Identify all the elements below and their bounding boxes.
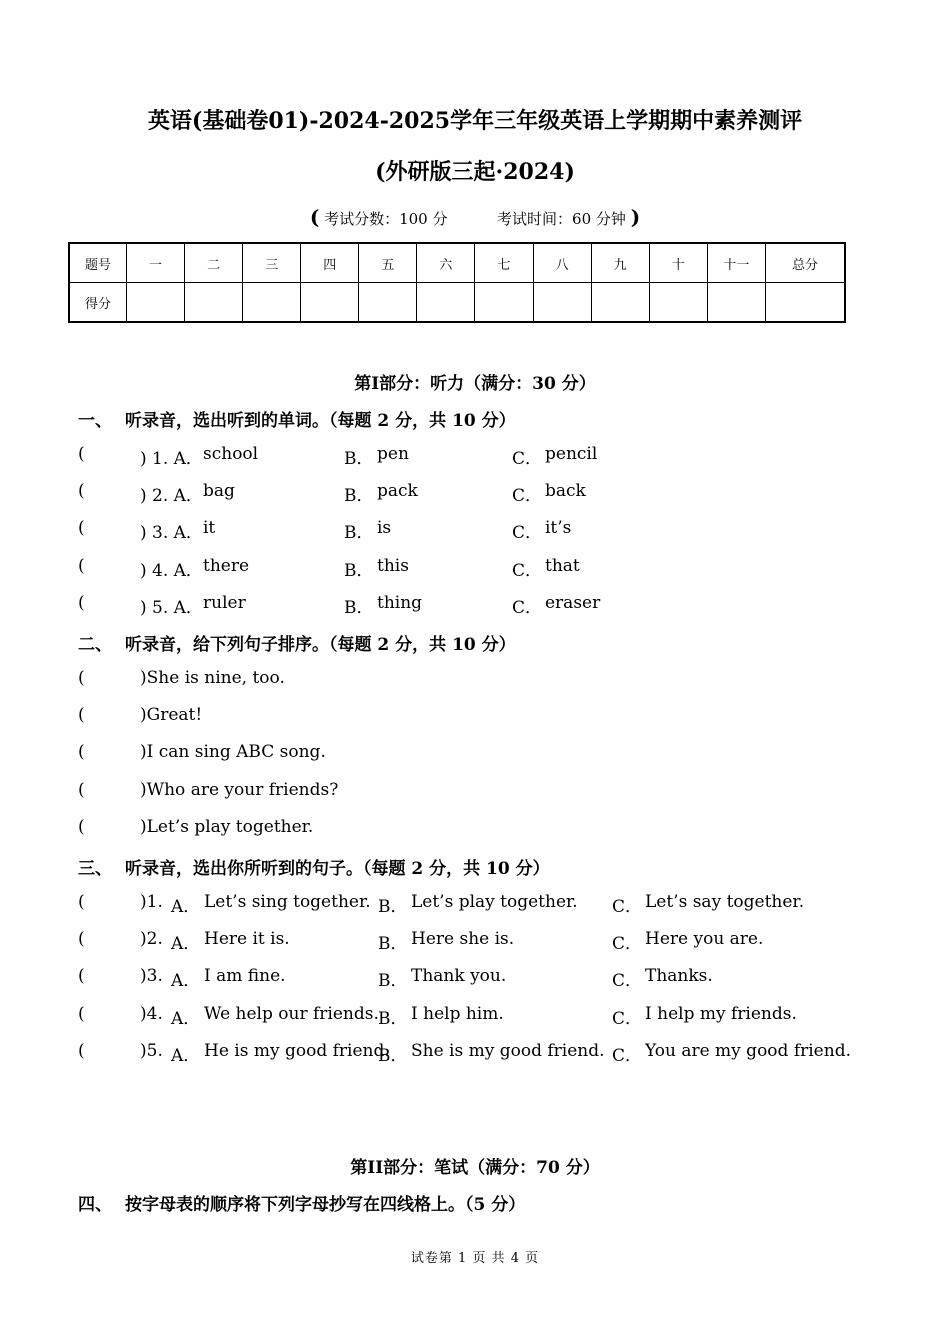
option-c: Here you are. (645, 929, 764, 949)
score-info: 考试分数：100 分 (324, 210, 448, 228)
option-c: Thanks. (645, 966, 713, 986)
answer-paren: ( (78, 929, 85, 949)
meta-close-paren: ) (630, 205, 641, 229)
option-b-label: B． (344, 523, 374, 543)
option-b-label: B． (344, 449, 374, 469)
question-label: ) 3. A． (140, 523, 203, 543)
score-header-cell: 八 (533, 243, 591, 283)
score-header-cell: 十一 (707, 243, 765, 283)
option-a: He is my good friend. (204, 1041, 390, 1061)
question-label: )5. (140, 1041, 163, 1061)
score-cell (766, 283, 846, 323)
answer-paren: ( (78, 518, 85, 538)
option-b: I help him. (411, 1004, 504, 1024)
option-b: is (377, 518, 392, 538)
option-c: that (545, 556, 580, 576)
section2-title: 听录音，给下列句子排序。（每题 2 分，共 10 分） (125, 635, 516, 655)
answer-paren: ( (78, 668, 85, 688)
option-c: back (545, 481, 586, 501)
section1-number: 一、 (78, 411, 112, 431)
score-cell (707, 283, 765, 323)
option-c: You are my good friend. (645, 1041, 851, 1061)
score-table (68, 242, 846, 323)
option-b: thing (377, 593, 423, 613)
option-b: She is my good friend. (411, 1041, 605, 1061)
question-label: ) 4. A． (140, 561, 203, 581)
exam-title-line1: 英语(基础卷01)-2024-2025学年三年级英语上学期期中素养测评 (147, 108, 803, 134)
option-b-label: B． (344, 598, 374, 618)
score-header-cell: 七 (475, 243, 533, 283)
score-table-score-row (69, 283, 845, 323)
score-cell (359, 283, 417, 323)
score-header-cell: 一 (127, 243, 185, 283)
option-a: ruler (203, 593, 246, 613)
score-cell (417, 283, 475, 323)
option-b-label: B． (378, 971, 408, 991)
section3-heading (78, 854, 550, 879)
section3-title: 听录音，选出你所听到的句子。（每题 2 分，共 10 分） (125, 859, 550, 879)
option-c: eraser (545, 593, 601, 613)
option-c-label: C． (612, 934, 643, 954)
question-label: ) 5. A． (140, 598, 203, 618)
option-b-label: B． (378, 1009, 408, 1029)
sentence-text: )Let’s play together. (140, 817, 314, 837)
option-b: Let’s play together. (411, 892, 578, 912)
option-a: Let’s sing together. (204, 892, 371, 912)
question-label: )3. (140, 966, 163, 986)
option-a: We help our friends. (204, 1004, 379, 1024)
answer-paren: ( (78, 780, 85, 800)
option-a-label: A． (171, 1046, 201, 1066)
score-cell (127, 283, 185, 323)
option-a-label: A． (171, 1009, 201, 1029)
question-label: ) 2. A． (140, 486, 203, 506)
option-c-label: C． (512, 598, 543, 618)
option-c: I help my friends. (645, 1004, 797, 1024)
section4-title: 按字母表的顺序将下列字母抄写在四线格上。（5 分） (125, 1195, 526, 1215)
score-header-cell: 四 (301, 243, 359, 283)
score-cell (185, 283, 243, 323)
answer-paren: ( (78, 1004, 85, 1024)
section1-title: 听录音，选出听到的单词。（每题 2 分，共 10 分） (125, 411, 516, 431)
option-a: Here it is. (204, 929, 290, 949)
page-footer: 试卷第 1 页 共 4 页 (410, 1251, 540, 1266)
time-info: 考试时间：60 分钟 (497, 210, 626, 228)
option-c-label: C． (512, 449, 543, 469)
option-b-label: B． (344, 561, 374, 581)
score-cell (301, 283, 359, 323)
answer-paren: ( (78, 705, 85, 725)
section1-heading (78, 406, 516, 431)
score-cell (475, 283, 533, 323)
sentence-text: )She is nine, too. (140, 668, 285, 688)
option-c: pencil (545, 444, 598, 464)
option-a: there (203, 556, 250, 576)
option-a-label: A． (171, 971, 201, 991)
answer-paren: ( (78, 966, 85, 986)
option-a: school (203, 444, 259, 464)
sentence-text: )Great! (140, 705, 203, 725)
section3-number: 三、 (78, 859, 112, 879)
sentence-text: )Who are your friends? (140, 780, 339, 800)
option-a-label: A． (171, 934, 201, 954)
option-b-label: B． (378, 934, 408, 954)
option-c-label: C． (512, 486, 543, 506)
option-c: it’s (545, 518, 572, 538)
option-c-label: C． (612, 897, 643, 917)
answer-paren: ( (78, 593, 85, 613)
option-a: I am fine. (204, 966, 286, 986)
option-a: it (203, 518, 216, 538)
question-label: )4. (140, 1004, 163, 1024)
option-a-label: A． (171, 897, 201, 917)
option-b: pen (377, 444, 409, 464)
question-label: )1. (140, 892, 163, 912)
section2-heading (78, 630, 516, 655)
option-c-label: C． (612, 971, 643, 991)
section4-heading (78, 1190, 525, 1215)
option-c: Let’s say together. (645, 892, 805, 912)
answer-paren: ( (78, 817, 85, 837)
meta-open-paren: ( (309, 205, 320, 229)
score-cell (243, 283, 301, 323)
answer-paren: ( (78, 1041, 85, 1061)
option-b-label: B． (378, 1046, 408, 1066)
option-c-label: C． (612, 1046, 643, 1066)
question-label: )2. (140, 929, 163, 949)
option-b-label: B． (344, 486, 374, 506)
section4-number: 四、 (78, 1195, 112, 1215)
score-cell (649, 283, 707, 323)
option-b-label: B． (378, 897, 408, 917)
option-b: this (377, 556, 409, 576)
score-cell (533, 283, 591, 323)
option-c-label: C． (512, 561, 543, 581)
score-header-cell: 五 (359, 243, 417, 283)
question-label: ) 1. A． (140, 449, 203, 469)
sentence-text: )I can sing ABC song. (140, 742, 326, 762)
answer-paren: ( (78, 481, 85, 501)
answer-paren: ( (78, 556, 85, 576)
score-row-label: 得分 (69, 283, 127, 323)
answer-paren: ( (78, 892, 85, 912)
exam-title-line2: (外研版三起·2024) (375, 159, 575, 185)
score-header-cell: 题号 (69, 243, 127, 283)
answer-paren: ( (78, 444, 85, 464)
score-header-cell: 六 (417, 243, 475, 283)
option-b: Here she is. (411, 929, 515, 949)
score-cell (591, 283, 649, 323)
score-header-cell: 二 (185, 243, 243, 283)
score-header-cell: 十 (649, 243, 707, 283)
option-c-label: C． (612, 1009, 643, 1029)
answer-paren: ( (78, 742, 85, 762)
score-header-cell: 三 (243, 243, 301, 283)
part1-title: 第I部分：听力（满分：30 分） (354, 374, 596, 394)
option-b: Thank you. (411, 966, 507, 986)
option-b: pack (377, 481, 418, 501)
option-c-label: C． (512, 523, 543, 543)
score-table-header-row (69, 243, 845, 283)
part2-title: 第II部分：笔试（满分：70 分） (350, 1158, 600, 1178)
section2-number: 二、 (78, 635, 112, 655)
score-header-cell: 总分 (766, 243, 846, 283)
score-header-cell: 九 (591, 243, 649, 283)
option-a: bag (203, 481, 235, 501)
exam-meta (0, 205, 950, 229)
